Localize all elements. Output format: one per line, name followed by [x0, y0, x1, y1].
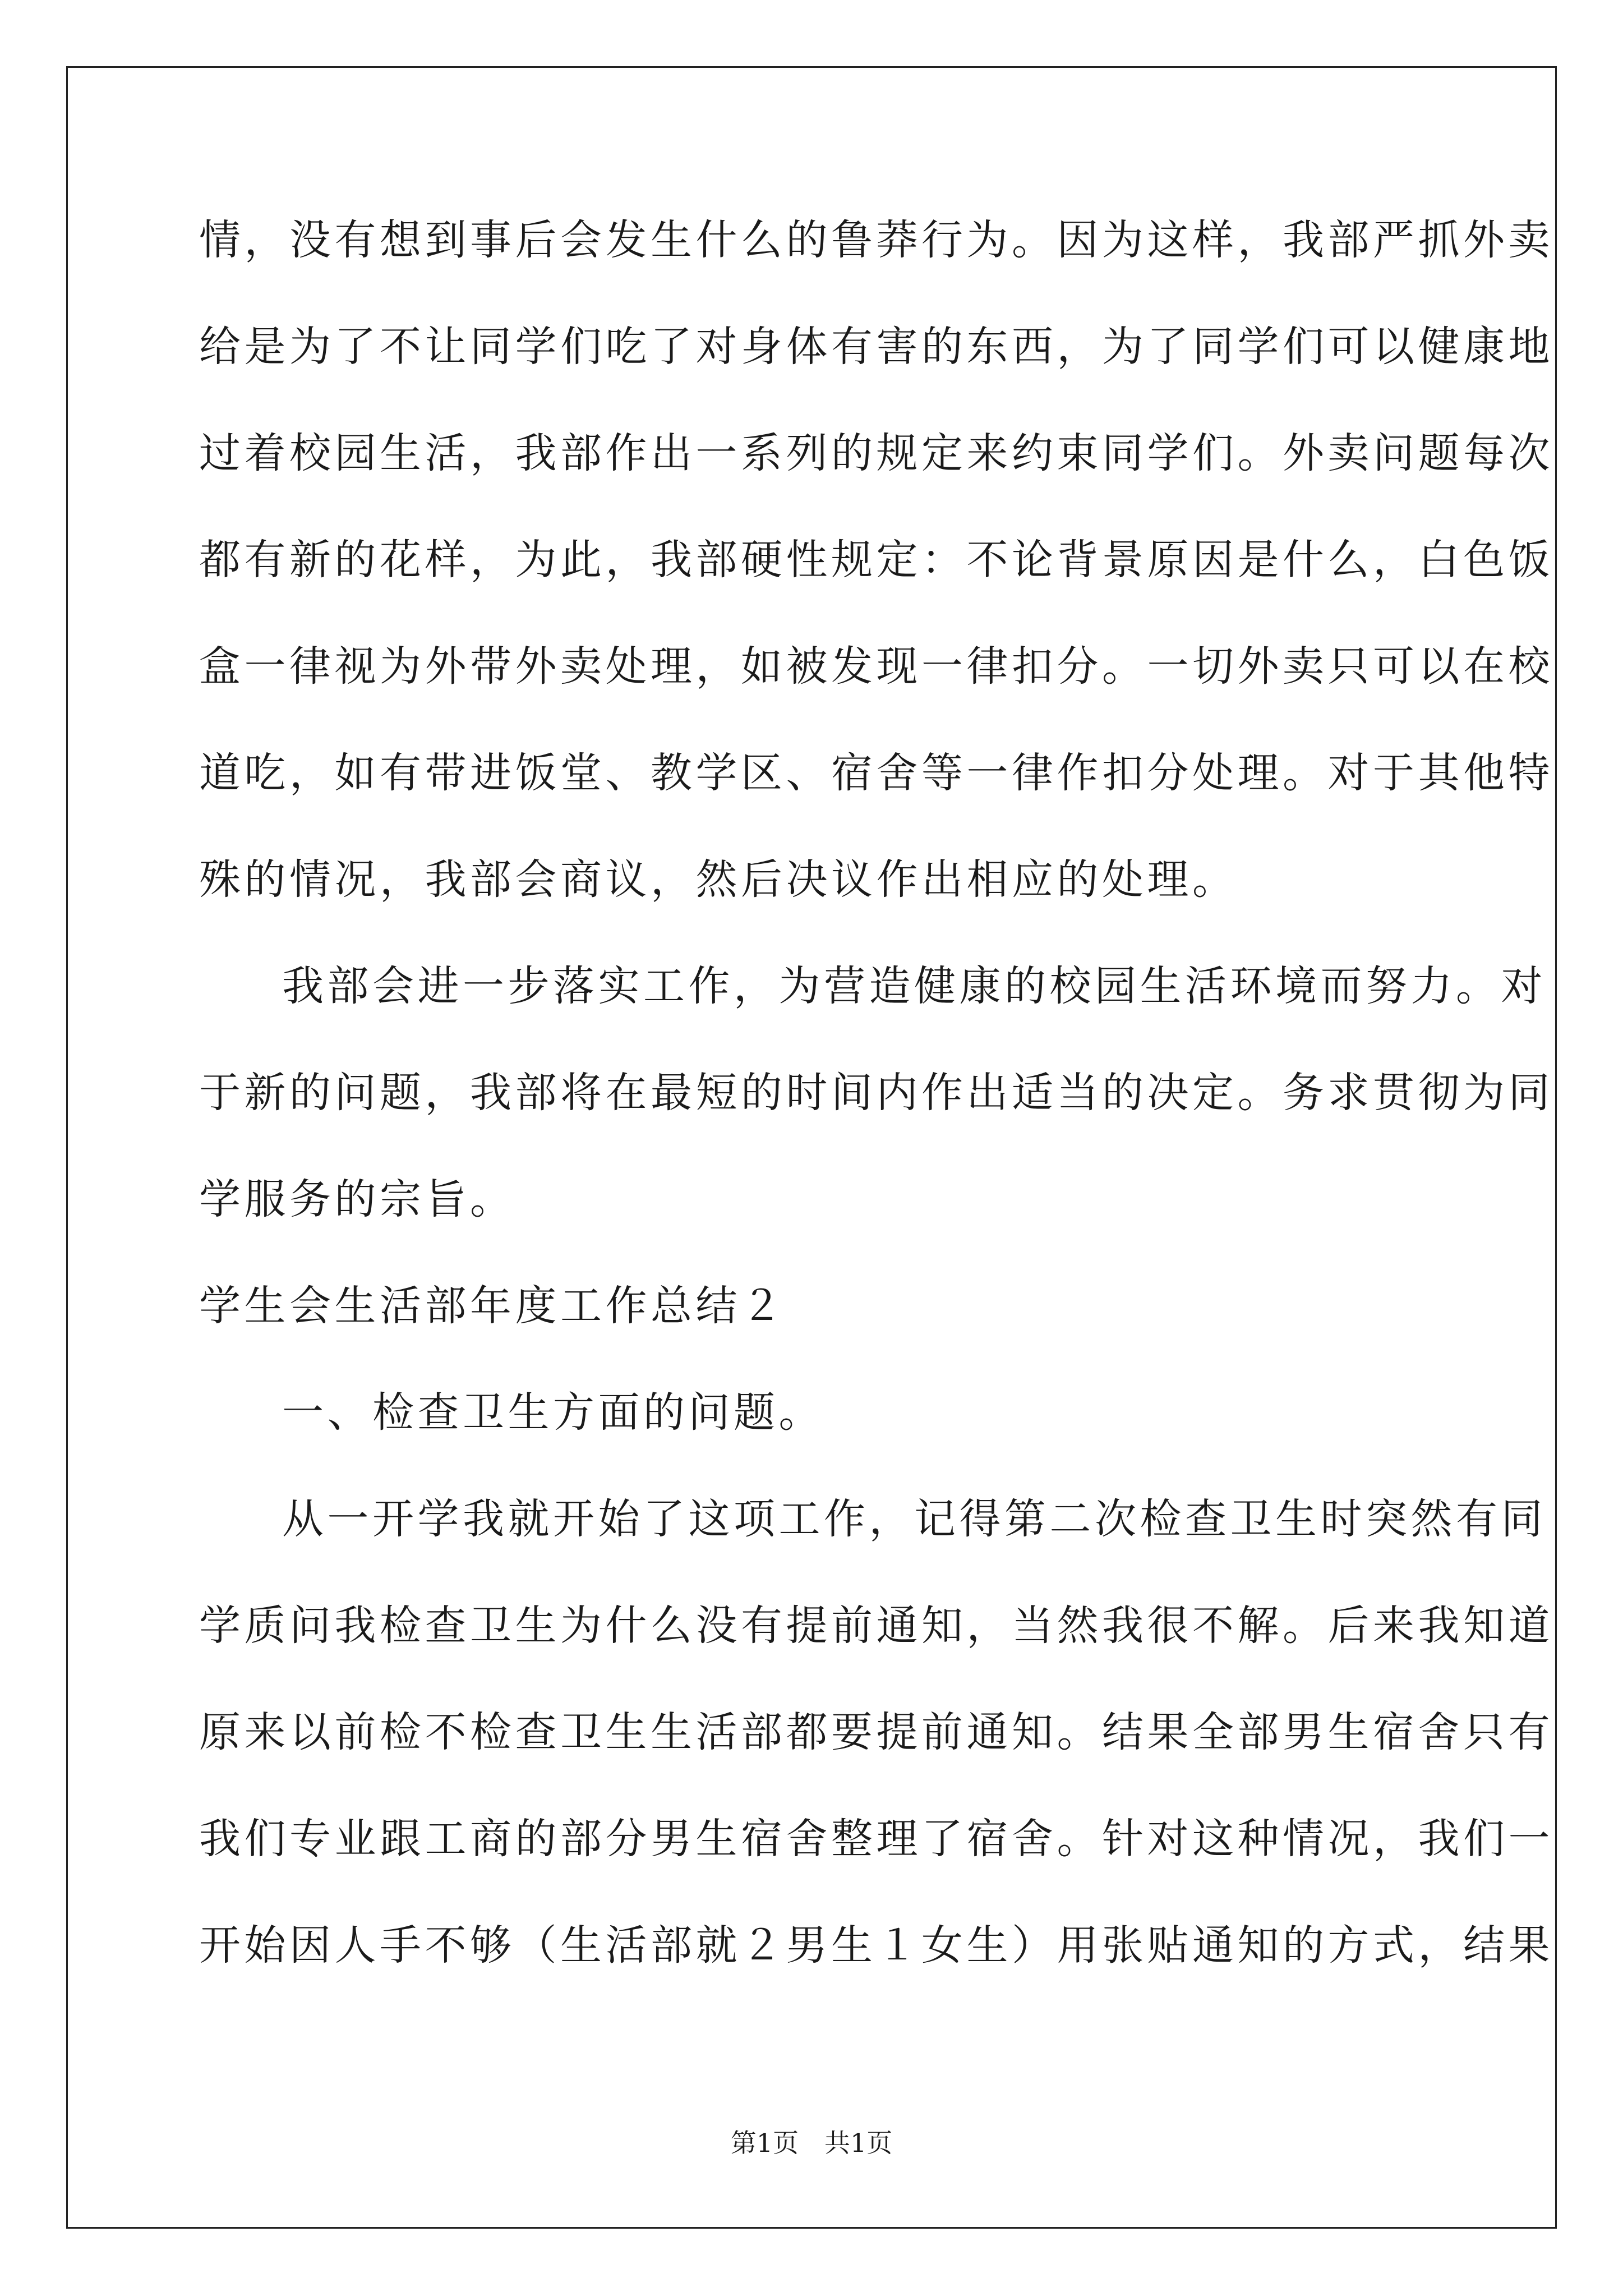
subsection-heading: 一、检查卫生方面的问题。	[282, 1388, 824, 1437]
paragraph-start-line: 从一开学我就开始了这项工作，记得第二次检查卫生时突然有同	[282, 1495, 1546, 1543]
section-heading: 学生会生活部年度工作总结２	[199, 1282, 786, 1330]
text-line: 情，没有想到事后会发生什么的鲁莽行为。因为这样，我部严抓外卖	[199, 216, 1553, 264]
text-line: 学质问我检查卫生为什么没有提前通知，当然我很不解。后来我知道	[199, 1602, 1553, 1650]
document-body	[199, 213, 1553, 2025]
text-line: 原来以前检不检查卫生生活部都要提前通知。结果全部男生宿舍只有	[199, 1708, 1553, 1756]
text-line: 都有新的花样，为此，我部硬性规定：不论背景原因是什么，白色饭	[199, 536, 1553, 584]
text-line: 于新的问题，我部将在最短的时间内作出适当的决定。务求贯彻为同	[199, 1069, 1553, 1117]
text-line: 殊的情况，我部会商议，然后决议作出相应的处理。	[199, 855, 1238, 904]
page-footer: 第1页 共1页	[730, 2128, 893, 2158]
text-line: 学服务的宗旨。	[199, 1175, 515, 1223]
paragraph-start-line: 我部会进一步落实工作，为营造健康的校园生活环境而努力。对	[282, 962, 1546, 1010]
text-line: 我们专业跟工商的部分男生宿舍整理了宿舍。针对这种情况，我们一	[199, 1815, 1553, 1863]
text-line: 盒一律视为外带外卖处理，如被发现一律扣分。一切外卖只可以在校	[199, 642, 1553, 691]
text-line: 过着校园生活，我部作出一系列的规定来约束同学们。外卖问题每次	[199, 429, 1553, 477]
text-line: 给是为了不让同学们吃了对身体有害的东西，为了同学们可以健康地	[199, 323, 1553, 371]
text-line: 开始因人手不够（生活部就２男生１女生）用张贴通知的方式，结果	[199, 1921, 1553, 1970]
text-line: 道吃，如有带进饭堂、教学区、宿舍等一律作扣分处理。对于其他特	[199, 749, 1553, 797]
